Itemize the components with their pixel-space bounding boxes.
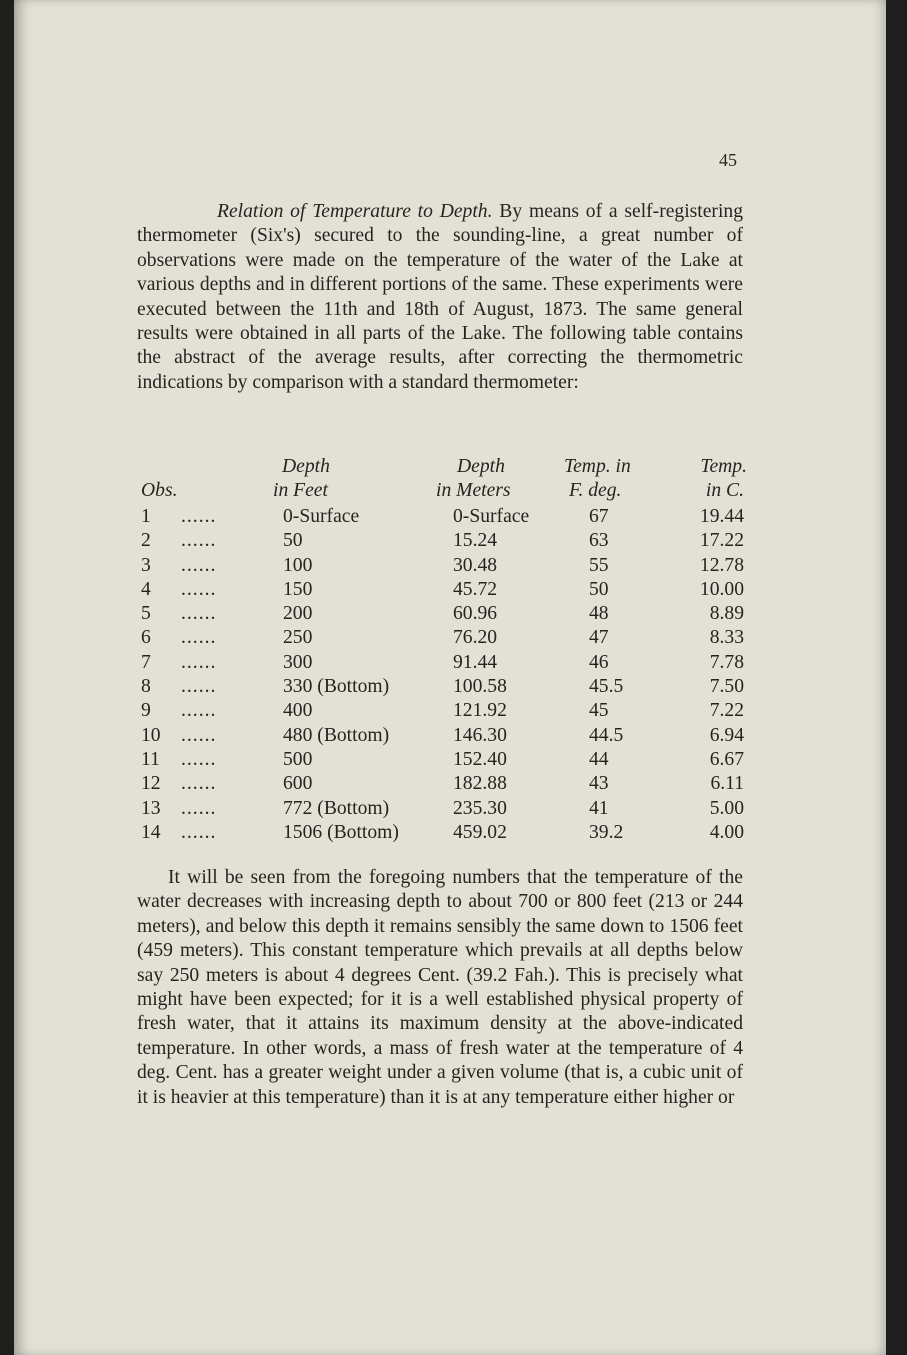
table-row bbox=[137, 699, 749, 723]
leader-dots: ...... bbox=[181, 578, 217, 600]
header-meters-line1: Depth bbox=[457, 456, 505, 477]
table-row bbox=[137, 821, 749, 845]
depth-meters: 100.58 bbox=[453, 676, 507, 698]
temp-fahrenheit: 63 bbox=[589, 530, 609, 552]
temp-fahrenheit: 67 bbox=[589, 506, 609, 527]
temp-fahrenheit: 46 bbox=[589, 651, 609, 673]
depth-feet: 50 bbox=[283, 530, 303, 552]
table-body bbox=[137, 505, 749, 845]
temp-fahrenheit: 50 bbox=[589, 578, 609, 600]
depth-feet: 330 (Bottom) bbox=[283, 676, 390, 698]
table-header bbox=[137, 453, 749, 505]
temp-celsius: 7.22 bbox=[709, 700, 744, 722]
obs-number: 8 bbox=[141, 676, 151, 698]
table-row bbox=[137, 675, 749, 699]
table-row bbox=[137, 797, 749, 821]
depth-feet: 480 (Bottom) bbox=[283, 724, 390, 746]
depth-feet: 1506 (Bottom) bbox=[283, 821, 399, 843]
temp-fahrenheit: 55 bbox=[589, 554, 609, 576]
depth-feet: 200 bbox=[283, 603, 313, 625]
obs-number: 2 bbox=[141, 530, 151, 552]
header-tc-line1: Temp. bbox=[700, 456, 747, 477]
obs-number: 13 bbox=[141, 797, 161, 819]
temp-celsius: 7.50 bbox=[709, 676, 744, 698]
table-row bbox=[137, 772, 749, 796]
obs-number: 10 bbox=[141, 724, 161, 746]
depth-meters: 152.40 bbox=[453, 748, 507, 770]
table-row bbox=[137, 724, 749, 748]
temp-fahrenheit: 44.5 bbox=[589, 724, 624, 746]
leader-dots: ...... bbox=[181, 676, 217, 698]
temp-celsius: 7.78 bbox=[709, 651, 744, 673]
conclusion-paragraph: It will be seen from the foregoing numbers that the temperature of the water decreases with increasing depth to about 700 or 800 feet (213 or 244 meters), and below this depth it remains sensibly the same down to 1506 feet (459 meters). This constant temperature which prevails at all depths below say 250 meters is about 4 degrees Cent. (39.2 Fah.). This is precisely what might have been expected; for it is a well established physical property of fresh water, that it attains its maximum density at the above-indicated temperature. In other words, a mass of fresh water at the temperature of 4 deg. Cent. has a greater weight under a given volume (that is, a cubic unit of it is heavier at this temperature) than it is at any temperature either higher or bbox=[137, 867, 743, 1108]
temp-fahrenheit: 39.2 bbox=[589, 821, 624, 843]
depth-feet: 0-Surface bbox=[283, 506, 360, 527]
table-row bbox=[137, 626, 749, 650]
leader-dots: ...... bbox=[181, 506, 217, 527]
temp-celsius: 5.00 bbox=[709, 797, 744, 819]
intro-paragraph bbox=[137, 200, 743, 395]
temp-fahrenheit: 43 bbox=[589, 773, 609, 795]
leader-dots: ...... bbox=[181, 700, 217, 722]
header-tc-line2: in C. bbox=[705, 480, 744, 501]
depth-meters: 45.72 bbox=[453, 578, 498, 600]
depth-feet: 600 bbox=[283, 773, 313, 795]
table-row bbox=[137, 505, 749, 529]
table-row bbox=[137, 748, 749, 772]
book-page bbox=[14, 0, 886, 1355]
depth-meters: 146.30 bbox=[453, 724, 507, 746]
leader-dots: ...... bbox=[181, 773, 217, 795]
page-number: 45 bbox=[719, 150, 737, 170]
leader-dots: ...... bbox=[181, 797, 217, 819]
intro-text: By means of a self-registering thermometer (Six's) secured to the sounding-line, a great number of observations were made on the temperature of the water of the Lake at various depths and in different portions of the same. These experiments were executed between the 11th and 18th of August, 1873. The same general results were obtained in all parts of the Lake. The following table contains the abstract of the average results, after correcting the thermometric indications by comparison with a standard thermometer: bbox=[137, 201, 743, 393]
depth-meters: 91.44 bbox=[453, 651, 498, 673]
leader-dots: ...... bbox=[181, 554, 217, 576]
depth-meters: 15.24 bbox=[453, 530, 498, 552]
leader-dots: ...... bbox=[181, 748, 217, 770]
temp-celsius: 8.33 bbox=[709, 627, 744, 649]
leader-dots: ...... bbox=[181, 603, 217, 625]
temp-celsius: 6.94 bbox=[709, 724, 744, 746]
temp-fahrenheit: 45.5 bbox=[589, 676, 624, 698]
header-feet-line2: in Feet bbox=[273, 480, 328, 501]
temp-celsius: 19.44 bbox=[699, 506, 744, 527]
table-row bbox=[137, 578, 749, 602]
depth-meters: 182.88 bbox=[453, 773, 507, 795]
depth-meters: 235.30 bbox=[453, 797, 507, 819]
temp-fahrenheit: 47 bbox=[589, 627, 609, 649]
table-row bbox=[137, 554, 749, 578]
depth-meters: 76.20 bbox=[453, 627, 498, 649]
table-row bbox=[137, 529, 749, 553]
depth-feet: 150 bbox=[283, 578, 313, 600]
temp-celsius: 6.67 bbox=[709, 748, 744, 770]
header-meters-line2: in Meters bbox=[436, 480, 511, 501]
depth-feet: 300 bbox=[283, 651, 313, 673]
obs-number: 3 bbox=[141, 554, 151, 576]
leader-dots: ...... bbox=[181, 821, 217, 843]
temp-celsius: 17.22 bbox=[699, 530, 744, 552]
header-obs: Obs. bbox=[141, 480, 178, 501]
temp-fahrenheit: 45 bbox=[589, 700, 609, 722]
depth-meters: 121.92 bbox=[453, 700, 507, 722]
depth-feet: 400 bbox=[283, 700, 313, 722]
obs-number: 12 bbox=[141, 773, 161, 795]
leader-dots: ...... bbox=[181, 627, 217, 649]
temp-celsius: 12.78 bbox=[699, 554, 744, 576]
header-tf-line2: F. deg. bbox=[569, 480, 622, 501]
depth-feet: 500 bbox=[283, 748, 313, 770]
table-row bbox=[137, 651, 749, 675]
obs-number: 4 bbox=[141, 578, 151, 600]
obs-number: 11 bbox=[141, 748, 160, 770]
header-tf-line1: Temp. in bbox=[564, 456, 631, 477]
obs-number: 9 bbox=[141, 700, 151, 722]
obs-number: 6 bbox=[141, 627, 151, 649]
temp-fahrenheit: 44 bbox=[589, 748, 609, 770]
obs-number: 7 bbox=[141, 651, 151, 673]
leader-dots: ...... bbox=[181, 651, 217, 673]
temp-fahrenheit: 41 bbox=[589, 797, 609, 819]
depth-feet: 772 (Bottom) bbox=[283, 797, 390, 819]
header-feet-line1: Depth bbox=[282, 456, 330, 477]
table-row bbox=[137, 602, 749, 626]
depth-meters: 459.02 bbox=[453, 821, 507, 843]
obs-number: 1 bbox=[141, 506, 151, 527]
depth-feet: 250 bbox=[283, 627, 313, 649]
temperature-depth-table bbox=[137, 453, 749, 845]
temp-celsius: 8.89 bbox=[709, 603, 744, 625]
depth-feet: 100 bbox=[283, 554, 313, 576]
temp-celsius: 10.00 bbox=[699, 578, 744, 600]
temp-fahrenheit: 48 bbox=[589, 603, 609, 625]
depth-meters: 0-Surface bbox=[453, 506, 530, 527]
temp-celsius: 6.11 bbox=[710, 773, 744, 795]
depth-meters: 30.48 bbox=[453, 554, 498, 576]
section-heading: Relation of Temperature to Depth. bbox=[217, 201, 493, 222]
leader-dots: ...... bbox=[181, 724, 217, 746]
leader-dots: ...... bbox=[181, 530, 217, 552]
depth-meters: 60.96 bbox=[453, 603, 498, 625]
obs-number: 5 bbox=[141, 603, 151, 625]
obs-number: 14 bbox=[141, 821, 161, 843]
temp-celsius: 4.00 bbox=[709, 821, 744, 843]
